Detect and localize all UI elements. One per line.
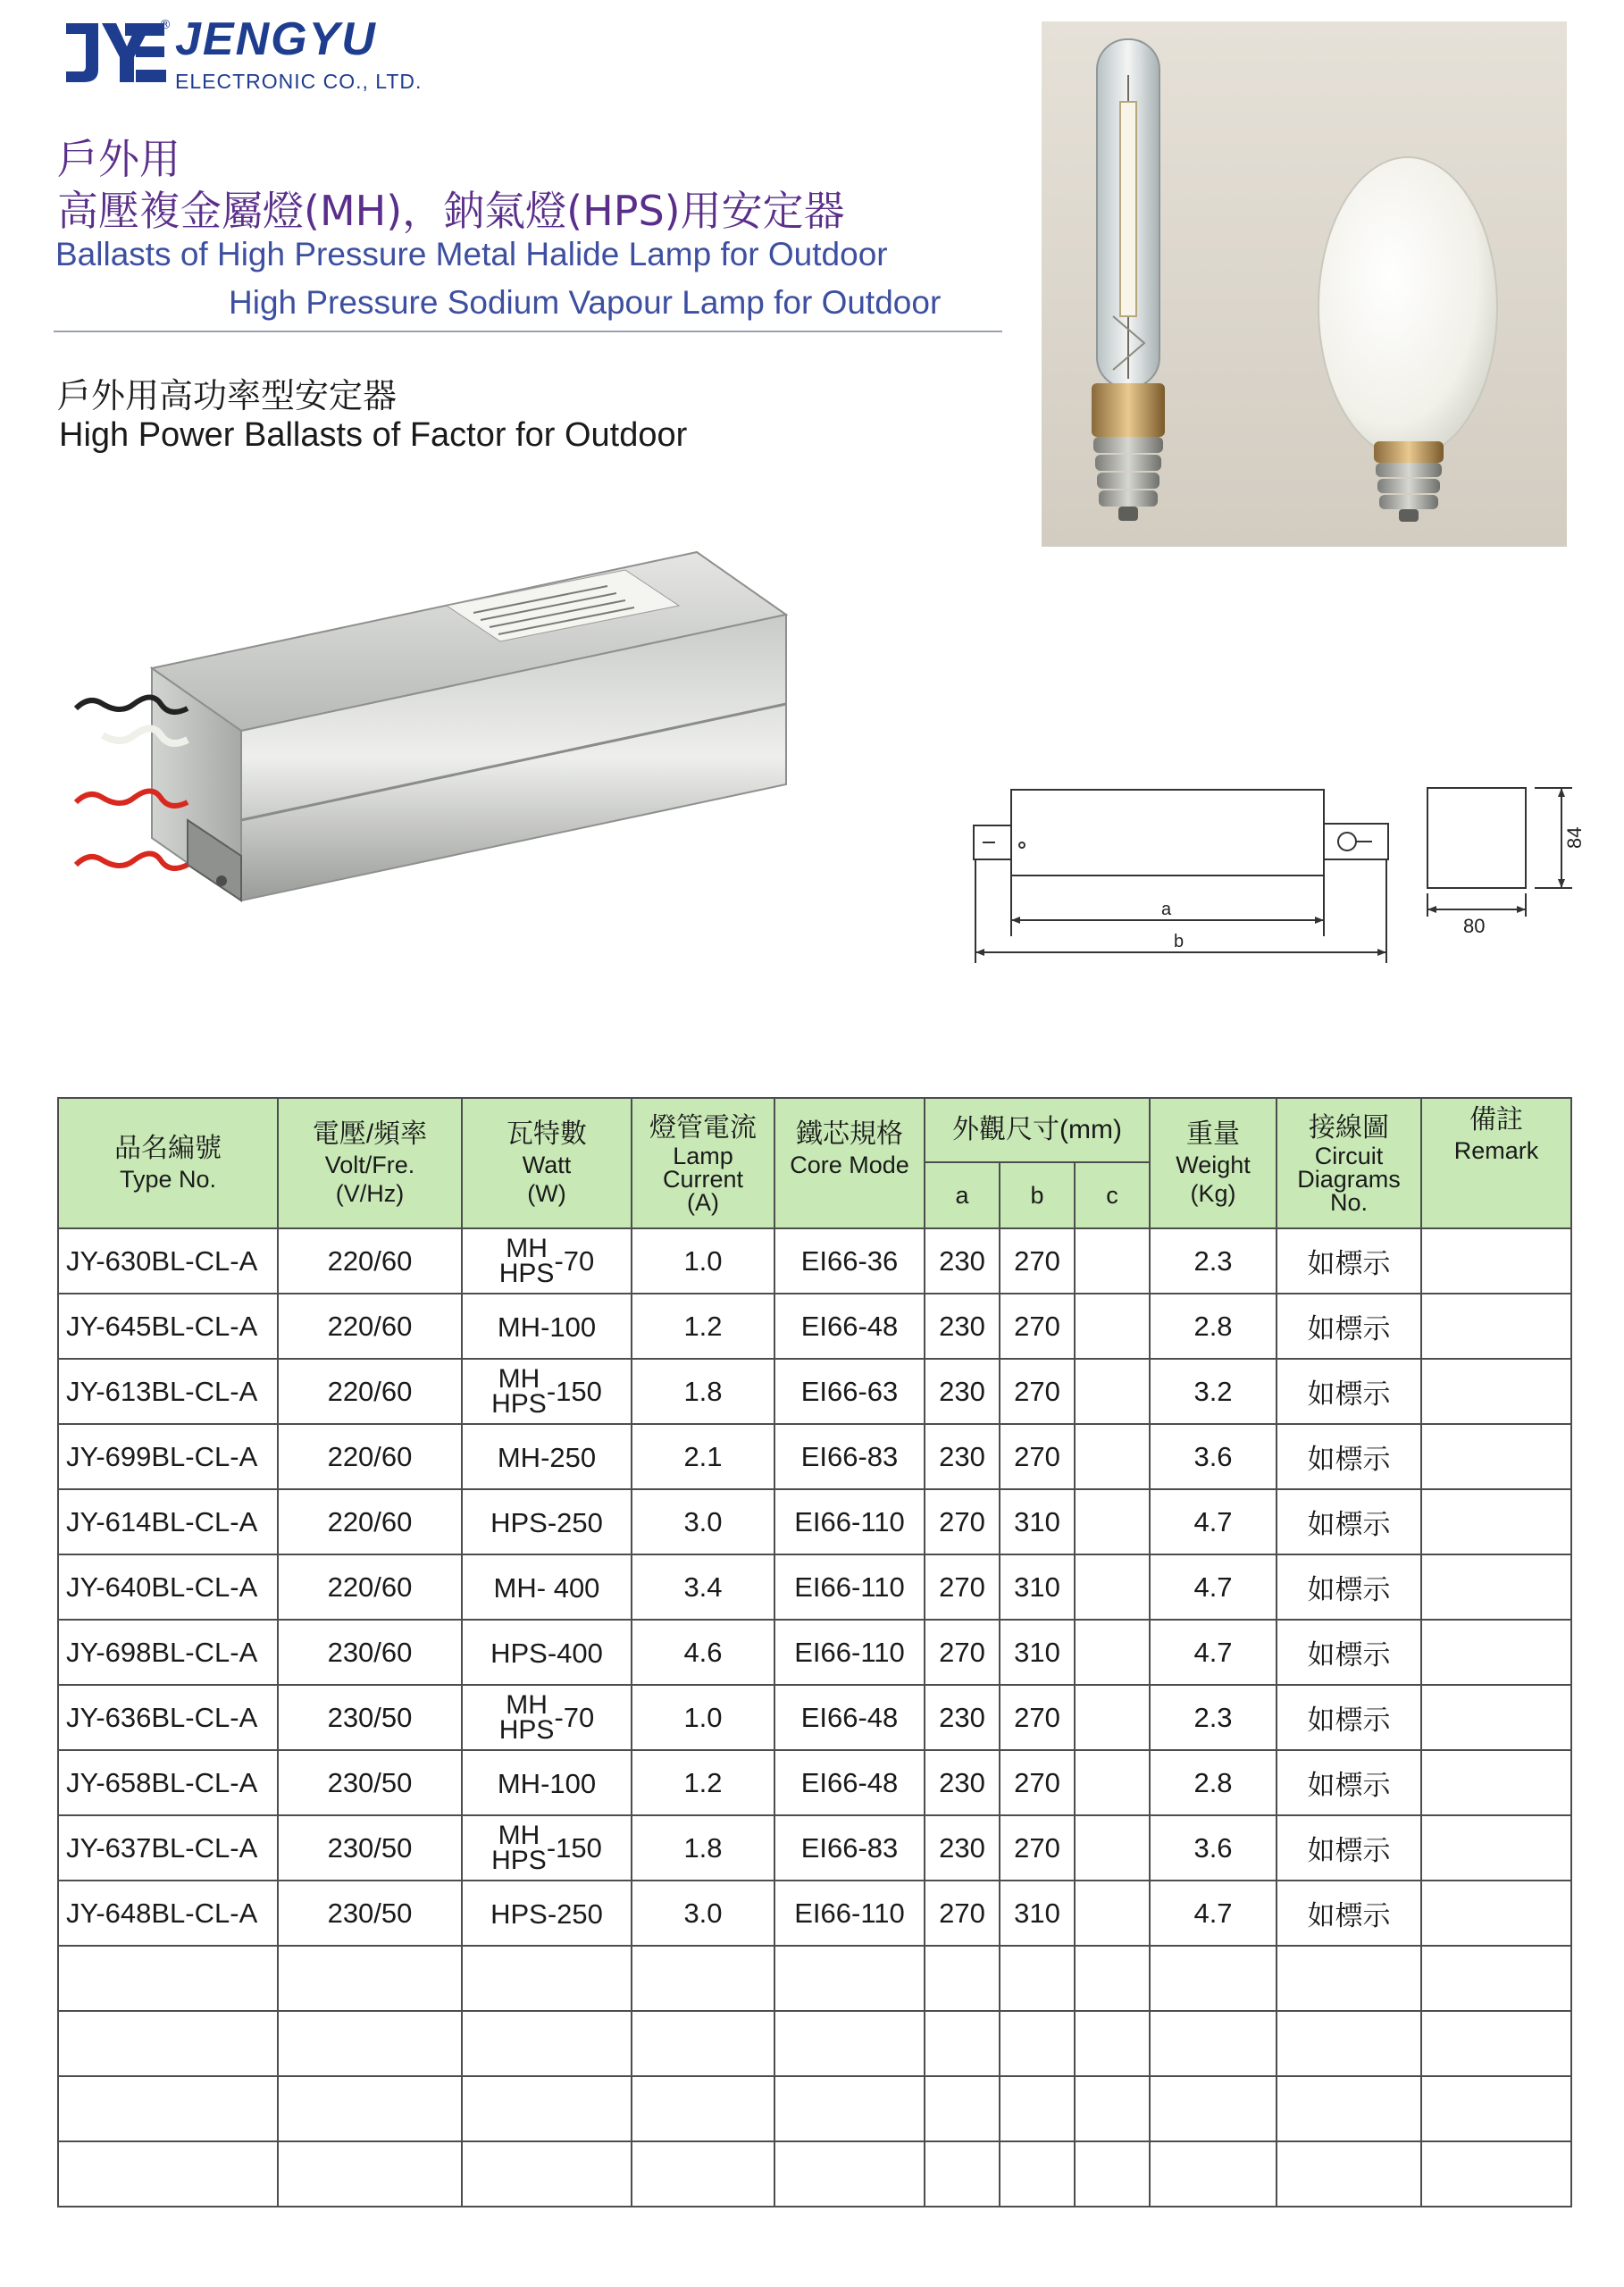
remark-cell <box>1421 1294 1571 1359</box>
type-cell: JY-699BL-CL-A <box>58 1424 278 1489</box>
blank-cell <box>278 2141 462 2207</box>
volt-cell: 230/50 <box>278 1685 462 1750</box>
dim-c-cell <box>1075 1881 1150 1946</box>
subtitle-en: High Power Ballasts of Factor for Outdoor <box>59 416 688 454</box>
volt-cell: 220/60 <box>278 1228 462 1294</box>
blank-cell <box>925 2141 1000 2207</box>
lamp-type-hps: HPS <box>498 1258 555 1288</box>
remark-cell <box>1421 1815 1571 1881</box>
blank-cell <box>58 2141 278 2207</box>
dim-b-cell: 310 <box>1000 1881 1075 1946</box>
title-zh-line2: 高壓複金屬燈(MH)，鈉氣燈(HPS)用安定器 <box>57 187 845 235</box>
dim-b-cell: 270 <box>1000 1359 1075 1424</box>
lamp-type: MH <box>493 1571 537 1604</box>
core-cell: EI66-110 <box>774 1620 925 1685</box>
watt-cell <box>462 1620 632 1685</box>
watt-value: - 400 <box>536 1571 600 1604</box>
watt-value: -400 <box>547 1637 603 1669</box>
brand-subtitle: ELECTRONIC CO., LTD. <box>175 70 423 93</box>
dim-c-cell <box>1075 1294 1150 1359</box>
core-cell: EI66-48 <box>774 1685 925 1750</box>
current-cell: 3.4 <box>632 1554 774 1620</box>
current-cell: 3.0 <box>632 1881 774 1946</box>
type-cell: JY-637BL-CL-A <box>58 1815 278 1881</box>
core-cell: EI66-110 <box>774 1554 925 1620</box>
title-divider <box>54 331 1002 332</box>
dim-label-a: a <box>1161 900 1172 919</box>
core-cell: EI66-83 <box>774 1424 925 1489</box>
volt-cell: 220/60 <box>278 1424 462 1489</box>
blank-cell <box>632 2011 774 2076</box>
weight-cell: 2.8 <box>1150 1750 1277 1815</box>
watt-value: -250 <box>547 1897 603 1930</box>
header-dim-c: c <box>1075 1162 1150 1228</box>
blank-cell <box>774 2011 925 2076</box>
remark-cell <box>1421 1685 1571 1750</box>
type-cell: JY-640BL-CL-A <box>58 1554 278 1620</box>
table-body <box>58 1228 1571 2207</box>
header-circuit: 接線圖 Circuit Diagrams No. <box>1277 1098 1421 1228</box>
lamp-type: HPS <box>490 1637 548 1669</box>
dim-c-cell <box>1075 1815 1150 1881</box>
remark-cell <box>1421 1881 1571 1946</box>
blank-row <box>58 2011 1571 2076</box>
current-cell: 1.2 <box>632 1750 774 1815</box>
core-cell: EI66-110 <box>774 1489 925 1554</box>
remark-cell <box>1421 1359 1571 1424</box>
blank-cell <box>1075 2141 1150 2207</box>
subtitle-zh: 戶外用高功率型安定器 <box>57 376 398 415</box>
lamp-type-hps: HPS <box>491 1845 547 1875</box>
lamp-type-mh: MH <box>498 1820 540 1850</box>
watt-cell <box>462 1554 632 1620</box>
blank-cell <box>1000 2011 1075 2076</box>
blank-cell <box>632 1946 774 2011</box>
weight-cell: 2.3 <box>1150 1685 1277 1750</box>
volt-cell: 220/60 <box>278 1359 462 1424</box>
blank-row <box>58 2141 1571 2207</box>
circuit-cell: 如標示 <box>1277 1554 1421 1620</box>
header-dim-a: a <box>925 1162 1000 1228</box>
circuit-cell: 如標示 <box>1277 1881 1421 1946</box>
blank-cell <box>278 2011 462 2076</box>
circuit-cell: 如標示 <box>1277 1294 1421 1359</box>
blank-cell <box>1150 2141 1277 2207</box>
circuit-cell: 如標示 <box>1277 1489 1421 1554</box>
volt-cell: 230/50 <box>278 1750 462 1815</box>
dim-height-value: 84 <box>1563 826 1586 849</box>
watt-value: -100 <box>540 1767 597 1799</box>
weight-cell: 4.7 <box>1150 1881 1277 1946</box>
dim-width-value: 80 <box>1463 915 1486 937</box>
dim-label-b: b <box>1174 932 1185 951</box>
blank-cell <box>1075 2076 1150 2141</box>
watt-value: -100 <box>540 1311 597 1343</box>
dim-c-cell <box>1075 1489 1150 1554</box>
dim-a-cell: 230 <box>925 1424 1000 1489</box>
lamp-photo <box>1042 21 1567 547</box>
circuit-cell: 如標示 <box>1277 1424 1421 1489</box>
table-row <box>58 1620 1571 1685</box>
dim-b-cell: 270 <box>1000 1294 1075 1359</box>
blank-cell <box>1150 2076 1277 2141</box>
watt-value: -250 <box>547 1506 603 1538</box>
blank-cell <box>1277 2141 1421 2207</box>
dim-c-cell <box>1075 1685 1150 1750</box>
lamp-type-stack <box>498 1689 555 1745</box>
current-cell: 1.8 <box>632 1815 774 1881</box>
volt-cell: 230/60 <box>278 1620 462 1685</box>
blank-cell <box>632 2076 774 2141</box>
watt-value: -150 <box>546 1375 602 1407</box>
remark-cell <box>1421 1424 1571 1489</box>
watt-value: -250 <box>540 1441 597 1473</box>
dim-b-cell: 270 <box>1000 1750 1075 1815</box>
dim-b-cell: 310 <box>1000 1620 1075 1685</box>
table-row <box>58 1294 1571 1359</box>
circuit-cell: 如標示 <box>1277 1815 1421 1881</box>
title-zh-line1: 戶外用 <box>57 135 180 183</box>
blank-cell <box>1075 1946 1150 2011</box>
lamp-type-hps: HPS <box>498 1714 555 1745</box>
core-cell: EI66-83 <box>774 1815 925 1881</box>
blank-cell <box>925 1946 1000 2011</box>
blank-cell <box>1075 2011 1150 2076</box>
volt-cell: 230/50 <box>278 1815 462 1881</box>
weight-cell: 2.3 <box>1150 1228 1277 1294</box>
core-cell: EI66-63 <box>774 1359 925 1424</box>
blank-cell <box>925 2076 1000 2141</box>
watt-cell <box>462 1750 632 1815</box>
blank-cell <box>1277 2076 1421 2141</box>
blank-cell <box>278 2076 462 2141</box>
lamp-type-mh: MH <box>506 1689 548 1720</box>
lamp-type: MH <box>497 1441 541 1473</box>
blank-cell <box>462 2141 632 2207</box>
dim-b-cell: 270 <box>1000 1228 1075 1294</box>
lamp-type: HPS <box>490 1897 548 1930</box>
lamp-type: MH <box>497 1311 541 1343</box>
blank-cell <box>58 2011 278 2076</box>
lamp-type-mh: MH <box>506 1233 548 1263</box>
volt-cell: 220/60 <box>278 1489 462 1554</box>
lamp-type-stack <box>491 1363 547 1419</box>
dim-a-cell: 270 <box>925 1489 1000 1554</box>
blank-cell <box>1150 1946 1277 2011</box>
lamp-type-mh: MH <box>498 1363 540 1394</box>
weight-cell: 4.7 <box>1150 1620 1277 1685</box>
brand-name: JENGYU <box>175 13 377 65</box>
registered-mark: ® <box>159 18 172 32</box>
dim-c-cell <box>1075 1620 1150 1685</box>
dim-a-cell: 230 <box>925 1228 1000 1294</box>
watt-cell <box>462 1228 632 1294</box>
circuit-cell: 如標示 <box>1277 1359 1421 1424</box>
header-core: 鐵芯規格 Core Mode <box>774 1098 925 1228</box>
remark-cell <box>1421 1489 1571 1554</box>
dim-b-cell: 310 <box>1000 1554 1075 1620</box>
dim-a-cell: 230 <box>925 1685 1000 1750</box>
circuit-cell: 如標示 <box>1277 1750 1421 1815</box>
header-current: 燈管電流 Lamp Current (A) <box>632 1098 774 1228</box>
volt-cell: 220/60 <box>278 1554 462 1620</box>
header-dimensions: 外觀尺寸(mm) <box>925 1098 1150 1162</box>
blank-cell <box>632 2141 774 2207</box>
core-cell: EI66-110 <box>774 1881 925 1946</box>
weight-cell: 3.2 <box>1150 1359 1277 1424</box>
blank-cell <box>1421 2076 1571 2141</box>
remark-cell <box>1421 1620 1571 1685</box>
dim-b-cell: 310 <box>1000 1489 1075 1554</box>
blank-cell <box>774 2141 925 2207</box>
watt-value: -150 <box>546 1831 602 1864</box>
watt-value: -70 <box>554 1244 595 1277</box>
dim-c-cell <box>1075 1359 1150 1424</box>
table-row <box>58 1228 1571 1294</box>
blank-row <box>58 1946 1571 2011</box>
current-cell: 4.6 <box>632 1620 774 1685</box>
blank-cell <box>1000 1946 1075 2011</box>
volt-cell: 230/50 <box>278 1881 462 1946</box>
lamp-type-hps: HPS <box>491 1388 547 1419</box>
remark-cell <box>1421 1228 1571 1294</box>
blank-cell <box>1000 2076 1075 2141</box>
watt-cell <box>462 1489 632 1554</box>
dim-a-cell: 230 <box>925 1750 1000 1815</box>
remark-cell <box>1421 1750 1571 1815</box>
type-cell: JY-658BL-CL-A <box>58 1750 278 1815</box>
current-cell: 1.0 <box>632 1228 774 1294</box>
dim-b-cell: 270 <box>1000 1815 1075 1881</box>
dim-a-cell: 270 <box>925 1554 1000 1620</box>
core-cell: EI66-48 <box>774 1294 925 1359</box>
dim-b-cell: 270 <box>1000 1685 1075 1750</box>
dimension-drawing <box>965 777 1590 992</box>
volt-cell: 220/60 <box>278 1294 462 1359</box>
blank-cell <box>462 1946 632 2011</box>
blank-cell <box>1150 2011 1277 2076</box>
watt-cell <box>462 1881 632 1946</box>
type-cell: JY-614BL-CL-A <box>58 1489 278 1554</box>
title-en-line1: Ballasts of High Pressure Metal Halide Lamp for Outdoor <box>55 236 888 272</box>
watt-cell <box>462 1685 632 1750</box>
blank-cell <box>1421 2141 1571 2207</box>
blank-row <box>58 2076 1571 2141</box>
current-cell: 1.8 <box>632 1359 774 1424</box>
table-row <box>58 1359 1571 1424</box>
blank-cell <box>278 1946 462 2011</box>
watt-cell <box>462 1815 632 1881</box>
blank-cell <box>1000 2141 1075 2207</box>
header-dim-b: b <box>1000 1162 1075 1228</box>
current-cell: 2.1 <box>632 1424 774 1489</box>
blank-cell <box>462 2076 632 2141</box>
lamp-type-stack <box>498 1233 555 1288</box>
blank-cell <box>58 2076 278 2141</box>
header-remark: 備註 Remark <box>1421 1098 1571 1228</box>
watt-value: -70 <box>554 1701 595 1733</box>
circuit-cell: 如標示 <box>1277 1228 1421 1294</box>
company-logo <box>63 20 168 84</box>
header-type: 品名編號 Type No. <box>58 1098 278 1228</box>
type-cell: JY-698BL-CL-A <box>58 1620 278 1685</box>
table-row <box>58 1750 1571 1815</box>
type-cell: JY-645BL-CL-A <box>58 1294 278 1359</box>
table-row <box>58 1489 1571 1554</box>
blank-cell <box>774 2076 925 2141</box>
table-row <box>58 1554 1571 1620</box>
blank-cell <box>1277 1946 1421 2011</box>
title-en-line2: High Pressure Sodium Vapour Lamp for Outdoor <box>229 284 942 321</box>
circuit-cell: 如標示 <box>1277 1685 1421 1750</box>
dim-b-cell: 270 <box>1000 1424 1075 1489</box>
weight-cell: 4.7 <box>1150 1554 1277 1620</box>
lamp-type: MH <box>497 1767 541 1799</box>
core-cell: EI66-48 <box>774 1750 925 1815</box>
blank-cell <box>1277 2011 1421 2076</box>
current-cell: 1.0 <box>632 1685 774 1750</box>
core-cell: EI66-36 <box>774 1228 925 1294</box>
weight-cell: 3.6 <box>1150 1815 1277 1881</box>
blank-cell <box>58 1946 278 2011</box>
type-cell: JY-630BL-CL-A <box>58 1228 278 1294</box>
watt-cell <box>462 1294 632 1359</box>
header-volt: 電壓/頻率 Volt/Fre. (V/Hz) <box>278 1098 462 1228</box>
weight-cell: 2.8 <box>1150 1294 1277 1359</box>
weight-cell: 4.7 <box>1150 1489 1277 1554</box>
dim-c-cell <box>1075 1554 1150 1620</box>
current-cell: 3.0 <box>632 1489 774 1554</box>
current-cell: 1.2 <box>632 1294 774 1359</box>
type-cell: JY-613BL-CL-A <box>58 1359 278 1424</box>
remark-cell <box>1421 1554 1571 1620</box>
table-header <box>58 1098 1571 1228</box>
table-row <box>58 1424 1571 1489</box>
lamp-type: HPS <box>490 1506 548 1538</box>
blank-cell <box>1421 2011 1571 2076</box>
watt-cell <box>462 1359 632 1424</box>
type-cell: JY-648BL-CL-A <box>58 1881 278 1946</box>
dim-a-cell: 270 <box>925 1881 1000 1946</box>
dim-c-cell <box>1075 1424 1150 1489</box>
lamp-type-stack <box>491 1820 547 1875</box>
type-cell: JY-636BL-CL-A <box>58 1685 278 1750</box>
header-watt: 瓦特數 Watt (W) <box>462 1098 632 1228</box>
dim-a-cell: 230 <box>925 1359 1000 1424</box>
dim-c-cell <box>1075 1750 1150 1815</box>
blank-cell <box>462 2011 632 2076</box>
ballast-photo <box>54 507 804 1008</box>
table-row <box>58 1881 1571 1946</box>
weight-cell: 3.6 <box>1150 1424 1277 1489</box>
table-row <box>58 1815 1571 1881</box>
circuit-cell: 如標示 <box>1277 1620 1421 1685</box>
blank-cell <box>925 2011 1000 2076</box>
blank-cell <box>1421 1946 1571 2011</box>
dim-a-cell: 230 <box>925 1294 1000 1359</box>
dim-a-cell: 270 <box>925 1620 1000 1685</box>
spec-table <box>57 1097 1572 2207</box>
blank-cell <box>774 1946 925 2011</box>
watt-cell <box>462 1424 632 1489</box>
dim-c-cell <box>1075 1228 1150 1294</box>
header-weight: 重量 Weight (Kg) <box>1150 1098 1277 1228</box>
table-row <box>58 1685 1571 1750</box>
dim-a-cell: 230 <box>925 1815 1000 1881</box>
